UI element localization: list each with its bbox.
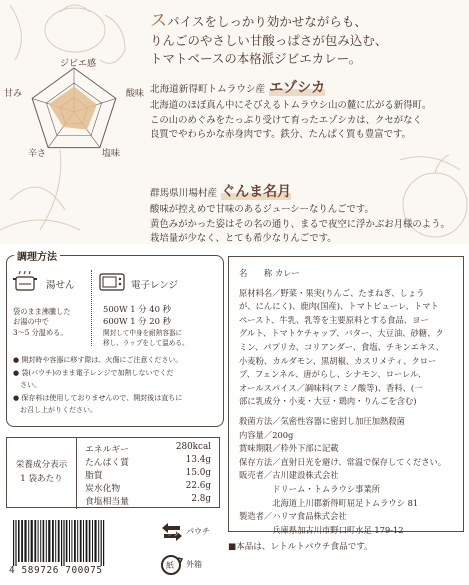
radar-label-gibier: ジビエ感: [60, 59, 97, 69]
nutrition-value: 13.4g: [185, 455, 211, 465]
retort-notice: ■本品は、レトルトパウチ食品です。: [228, 542, 373, 552]
nutrition-row: [85, 468, 215, 481]
radar-label-spicy: 辛さ: [28, 149, 47, 159]
product-ezoshika-desc-3: 良質でやわらかな赤身肉です。鉄分、たんぱく質も豊富です。: [150, 129, 412, 141]
barcode-bar: [55, 520, 56, 562]
barcode-bar: [86, 520, 88, 562]
boil-method-text: [13, 307, 71, 338]
nutrition-row: [85, 481, 215, 494]
paper-recycle-icon: [160, 555, 184, 575]
spec-line: ミン、パプリカ、コリアンダー、食塩、チキンエキス、: [239, 341, 445, 352]
tagline-initial: ス: [150, 12, 168, 31]
spec-line: オールスパイス／調味料(アミノ酸等)、香料、(一: [239, 382, 423, 393]
barcode-bar: [28, 520, 29, 562]
barcode: [9, 520, 149, 578]
spec-line: 名 称 カレー: [239, 268, 300, 278]
microwave-icon: [99, 273, 125, 293]
pot-icon: [13, 271, 39, 293]
barcode-bar: [34, 520, 36, 562]
top-panel: [0, 0, 469, 244]
barcode-bar: [21, 520, 23, 562]
product-specification-label: [228, 256, 464, 535]
paper-recycle-mark-text: 紙: [166, 561, 174, 570]
microwave-times: [103, 304, 171, 327]
spec-line: ブ、フェンネル、唐がらし、シナモン、ローレル、: [239, 369, 427, 380]
plastic-recycle-mark-text: プラ: [167, 531, 180, 538]
barcode-bar: [77, 520, 78, 562]
barcode-bar: [63, 520, 64, 566]
spec-line: 保存方法／直射日光を避け、常温で保存してください。: [239, 456, 447, 467]
nutrition-value: 2.8g: [191, 494, 211, 504]
barcode-bar: [58, 520, 60, 562]
product-meigetsu-desc-2: 黄色みがかった姿はその名の通り、まるで夜空に浮かぶお月様のよう。: [150, 218, 450, 230]
barcode-bar: [48, 520, 50, 562]
spec-line: 販売者／古川建設株式会社: [239, 470, 339, 481]
barcode-bar: [61, 520, 62, 566]
product-ezoshika-block: [150, 79, 462, 143]
cooking-instructions-box: [6, 252, 224, 427]
nutrition-facts-table: [6, 437, 220, 508]
cooking-instructions-title: 調理方法: [14, 248, 60, 263]
flavor-radar-chart: [2, 54, 152, 178]
nutrition-value: 280kcal: [175, 442, 211, 452]
barcode-bar: [74, 520, 76, 562]
microwave-time-600w: 600W 1 分 20 秒: [103, 315, 171, 326]
microwave-method: [99, 271, 219, 351]
paper-recycle-mark: [160, 555, 216, 575]
boil-method-title: 湯せん: [46, 280, 75, 291]
barcode-bar: [103, 520, 104, 566]
barcode-bar: [92, 520, 93, 562]
spec-line: 殺菌方法／気密性容器に密封し加圧加熱殺菌: [239, 415, 405, 426]
spec-line: 兵庫県加古川市野口町水足 179-12: [239, 524, 404, 535]
product-meigetsu-desc-1: 酸味が控えめで甘味のあるジューシーなりんごです。: [150, 204, 374, 215]
barcode-bar: [83, 520, 84, 562]
barcode-bar: [43, 520, 45, 562]
nutrition-header-serving: 1 袋あたり: [20, 474, 63, 484]
barcode-bar: [94, 520, 96, 562]
microwave-text-line-1: 開封して中身を耐熱容器に: [103, 329, 183, 337]
microwave-method-title: 電子レンジ: [131, 280, 179, 291]
boil-method: [13, 271, 93, 351]
spec-line: 賞味期限／枠外下部に記載: [239, 443, 339, 454]
plastic-recycle-icon: [160, 522, 184, 542]
radar-flavor-polygon: [49, 86, 97, 129]
spec-line: 北海道上川郡新得町屈足トムラウシ 81: [239, 497, 419, 508]
cooking-note-3: ● 保存料は使用しておりませんので、開封後は直ちに: [13, 393, 183, 402]
microwave-time-500w: 500W 1 分 40 秒: [103, 304, 171, 314]
nutrition-value: 15.0g: [185, 468, 211, 478]
pouch-label: パウチ: [186, 527, 210, 536]
spec-line: ドリーム・トムラウシ事業所: [239, 483, 381, 494]
barcode-bar: [66, 520, 68, 562]
spec-line: 小麦粉、カルダモン、黒胡椒、カスリメティ、クロー: [239, 355, 437, 366]
method-divider: [91, 270, 92, 346]
tagline-line-1-rest: パイスをしっかり効かせながらも、: [167, 14, 367, 29]
tagline-line-3: トマトベースの本格派ジビエカレー。: [150, 51, 362, 66]
product-ezoshika-desc-1: 北海道のほぼ真ん中にそびえるトムラウシ山の麓に広がる新得町。: [150, 100, 432, 111]
nutrition-row: [85, 455, 215, 468]
spec-line: が、にんにく)、鹿肉(国産)、トマトピューレ、トマト: [239, 301, 439, 312]
barcode-bar: [38, 520, 39, 562]
product-ezoshika-desc-2: この山のめぐみをたっぷり受けて育ったエゾシカは、クセがなく: [150, 114, 422, 126]
spec-line: 原材料名／野菜・果実(りんご、たまねぎ、しょう: [239, 287, 425, 298]
barcode-bar: [89, 520, 91, 562]
nutrition-key: 炭水化物: [85, 484, 121, 494]
barcode-bar: [15, 520, 16, 566]
barcode-bar: [40, 520, 41, 562]
nutrition-header: [7, 438, 77, 509]
spec-line: ペースト、牛乳、乳等を主要原料とする食品、ヨー: [239, 314, 429, 325]
spec-line: 製造者／ハリマ食品株式会社: [239, 511, 347, 522]
spec-line: 部に乳成分・小麦・大豆・鶏肉・りんごを含む): [239, 396, 417, 407]
cooking-note-2-cont: さい。: [13, 381, 41, 390]
barcode-bar: [46, 520, 47, 562]
radar-label-sweet: 甘み: [4, 89, 23, 99]
radar-label-sour: 酸味: [126, 89, 145, 99]
barcode-bar: [80, 520, 82, 562]
barcode-bar: [98, 520, 99, 562]
product-meigetsu-name: ぐんま名月: [221, 184, 292, 200]
spec-line: 内容量／200g: [239, 429, 294, 440]
barcode-bar: [31, 520, 33, 562]
nutrition-key: 食塩相当量: [85, 497, 129, 507]
product-meigetsu-heading: [150, 183, 462, 203]
product-ezoshika-origin: 北海道新得町トムラウシ産: [150, 84, 266, 95]
product-ezoshika-heading: [150, 79, 462, 99]
barcode-number: 4 589726 700075: [9, 565, 103, 576]
radar-label-salty: 塩味: [102, 149, 121, 159]
nutrition-row: [85, 494, 215, 507]
barcode-bars: [9, 520, 149, 566]
product-ezoshika-name: エゾシカ: [269, 80, 326, 96]
boil-text-line-3: 3～5 分温める。: [13, 327, 68, 337]
product-meigetsu-desc-3: 栽培量が少なく、とても希少なりんごです。: [150, 233, 337, 244]
cooking-note-1: ● 開封時や容器に移す際は、火傷にご注意ください。: [13, 356, 183, 364]
barcode-bar: [101, 520, 102, 566]
barcode-bar: [71, 520, 72, 562]
nutrition-header-title: 栄養成分表示: [15, 460, 68, 470]
nutrition-key: たんぱく質: [85, 458, 129, 468]
cooking-note-3-cont: お召し上がりください。: [13, 406, 97, 415]
box-label: 外箱: [186, 560, 202, 569]
nutrition-key: 脂質: [85, 471, 103, 481]
tagline-line-1: [150, 12, 460, 32]
specification-text: [239, 267, 461, 537]
tagline-line-2: りんごのやさしい甘酸っぱさが包み込む、: [150, 32, 388, 48]
boil-text-line-1: 袋のまま沸騰した: [13, 307, 71, 316]
barcode-bar: [69, 520, 70, 562]
microwave-text-line-2: 移し、ラップをして温める。: [103, 339, 189, 347]
radar-svg: [2, 54, 152, 178]
barcode-bar: [24, 520, 26, 562]
nutrition-key: エネルギー: [85, 445, 129, 455]
spec-line: グルト、トマトケチャップ、バター、大豆油、砂糖、ク: [239, 328, 444, 339]
barcode-bar: [52, 520, 54, 562]
plastic-recycle-mark: [160, 522, 216, 542]
boil-text-line-2: お湯の中で: [13, 317, 49, 327]
tagline: [150, 12, 460, 69]
barcode-bar: [18, 520, 20, 562]
product-meigetsu-block: [150, 183, 462, 244]
cooking-notes: [13, 354, 219, 417]
product-meigetsu-origin: 群馬県川場村産: [150, 188, 218, 199]
cooking-note-2: ● 袋(パウチ)のまま電子レンジで加熱しないでくだ: [13, 368, 174, 377]
barcode-bar: [13, 520, 14, 566]
microwave-method-text: [103, 328, 189, 348]
nutrition-value: 22.6g: [185, 481, 211, 491]
nutrition-row: [85, 442, 215, 455]
